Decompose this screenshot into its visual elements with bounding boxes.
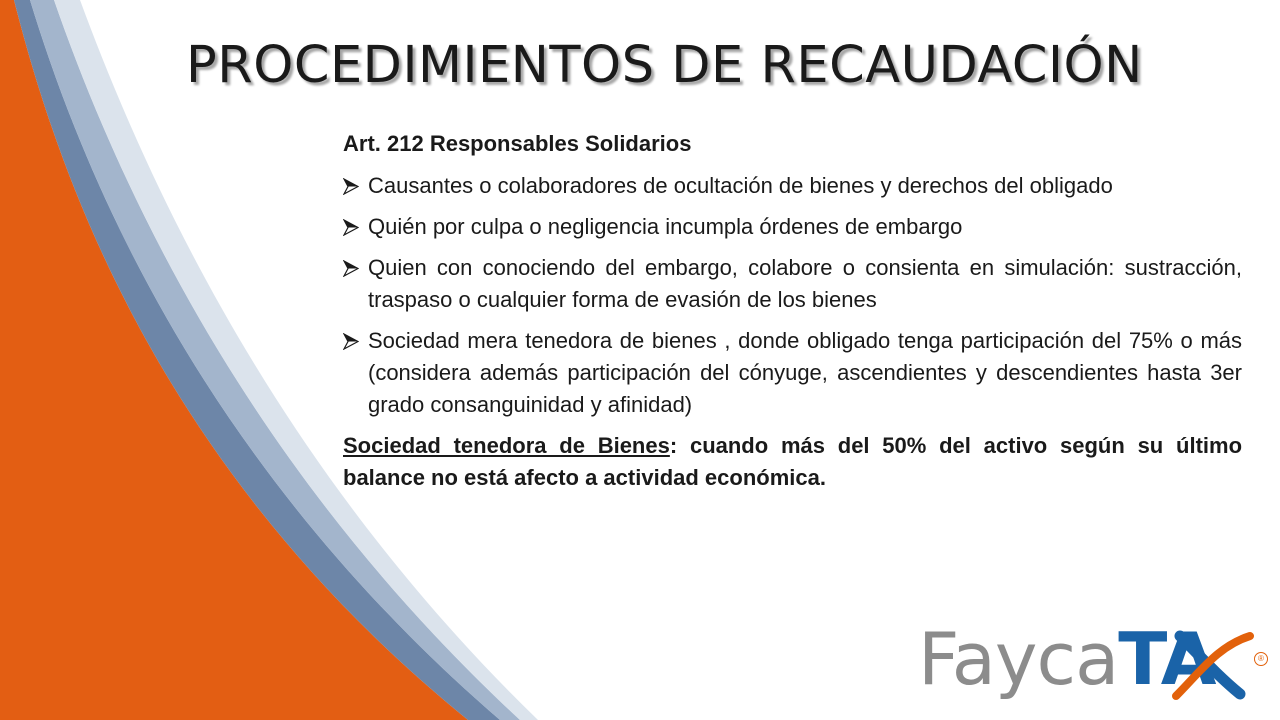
- list-item-text: Sociedad mera tenedora de bienes , donde obligado tenga participación del 75% o más (considera además participación del cónyuge, ascendientes y descendientes hasta 3er grado consanguinidad y afinidad): [368, 328, 1242, 417]
- slide-title: PROCEDIMIENTOS DE RECAUDACIÓN: [186, 36, 1143, 95]
- list-item: [343, 170, 1242, 202]
- list-item-text: Quien con conociendo del embargo, colabore o consienta en simulación: sustracción, traspaso o cualquier forma de evasión de los bienes: [368, 255, 1242, 312]
- list-item-text: Quién por culpa o negligencia incumpla órdenes de embargo: [368, 214, 963, 239]
- arrow-bullet-icon: [343, 333, 359, 350]
- article-subheading: Art. 212 Responsables Solidarios: [343, 131, 692, 156]
- arrow-bullet-icon: [343, 260, 359, 277]
- arrow-bullet-icon: [343, 178, 359, 195]
- logo-x-swoosh-icon: [918, 614, 1270, 714]
- responsables-list: [343, 170, 1242, 421]
- list-item: [343, 325, 1242, 421]
- arrow-bullet-icon: [343, 219, 359, 236]
- faycatax-logo: [918, 614, 1270, 714]
- registered-mark: ®: [1254, 652, 1268, 666]
- logo-text-bold: TA: [1118, 617, 1216, 701]
- definition-text: : cuando más del 50% del activo según su último balance no está afecto a actividad económica.: [343, 433, 1243, 490]
- list-item: [343, 211, 1242, 243]
- definition-term: Sociedad tenedora de Bienes: [343, 433, 670, 458]
- list-item: [343, 252, 1242, 316]
- slide-content: [343, 128, 1242, 494]
- list-item-text: Causantes o colaboradores de ocultación de bienes y derechos del obligado: [368, 173, 1113, 198]
- definition-note: [343, 430, 1242, 494]
- logo-text-light: Fayca: [918, 617, 1119, 701]
